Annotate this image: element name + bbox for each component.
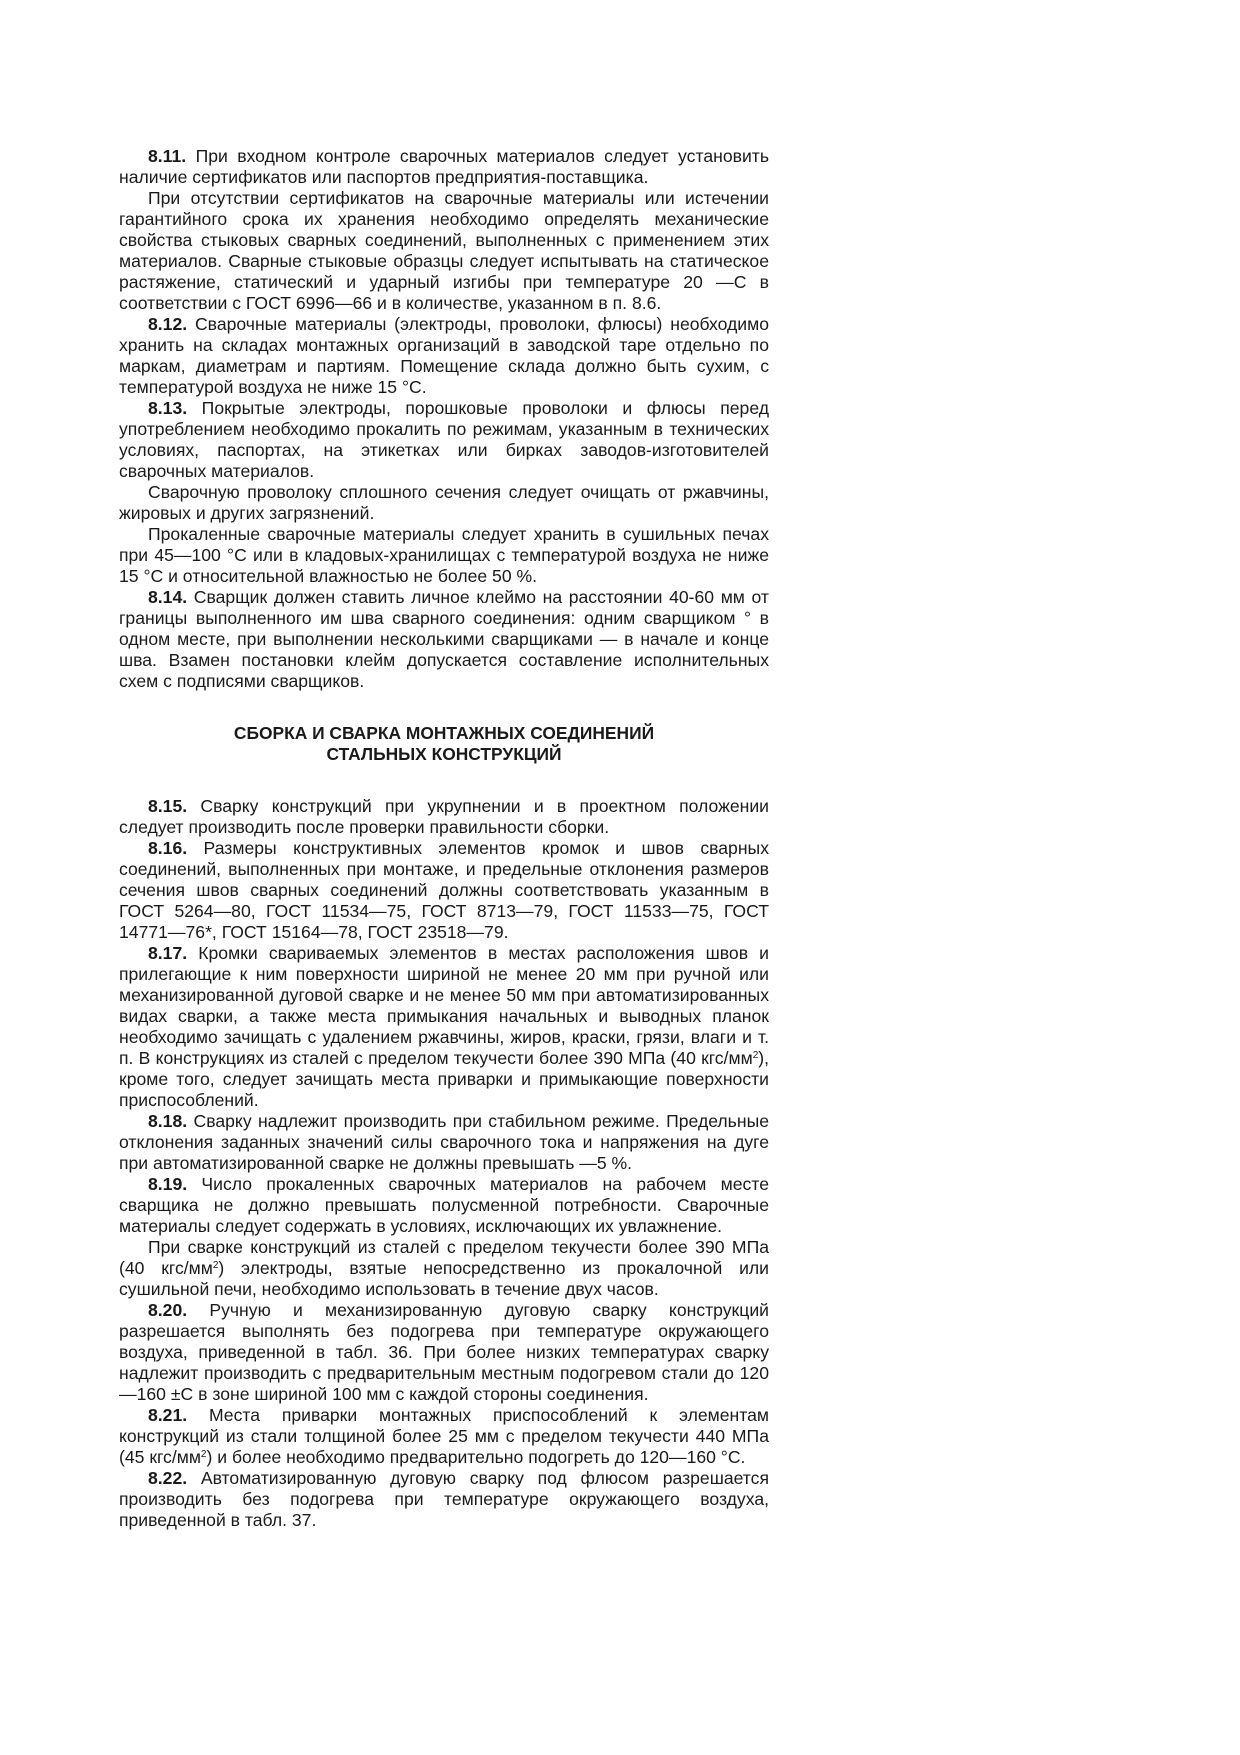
paragraph-text: Число прокаленных сварочных материалов на рабочем месте сварщика не должно превышать полусменной потребности. Сварочные материалы следует содержать в условиях, исключающих их увлажнение. xyxy=(119,1174,769,1236)
paragraph-8-13-wire xyxy=(119,482,769,524)
clause-number: 8.21. xyxy=(148,1405,188,1425)
clause-number: 8.18. xyxy=(148,1111,188,1131)
clause-number: 8.17. xyxy=(148,943,188,963)
paragraph-text: Места приварки монтажных приспособлений к элементам конструкций из стали толщиной более 25 мм с пределом текучести 440 МПа (45 кгс/мм xyxy=(119,1405,769,1467)
paragraph-8-16 xyxy=(119,838,769,943)
paragraph-text: ), кроме того, следует зачищать места приварки и примыкающие поверхности приспособлений. xyxy=(119,1048,769,1110)
clause-number: 8.14. xyxy=(148,587,188,607)
paragraph-8-11-continued xyxy=(119,188,769,314)
paragraph-8-20 xyxy=(119,1300,769,1405)
clause-number: 8.16. xyxy=(148,838,188,858)
clause-number: 8.12. xyxy=(148,314,188,334)
paragraph-text: При входном контроле сварочных материалов следует установить наличие сертификатов или паспортов предприятия-поставщика. xyxy=(119,146,769,187)
paragraph-8-15 xyxy=(119,796,769,838)
clause-number: 8.22. xyxy=(148,1468,188,1488)
paragraph-text: Сварщик должен ставить личное клеймо на расстоянии 40-60 мм от границы выполненного им шва сварного соединения: одним сварщиком ° в одном месте, при выполнении несколькими сварщиками — в начале и конце шва. Взамен постановки клейм допускается составление исполнительных схем с подписями сварщиков. xyxy=(119,587,769,691)
superscript: 2 xyxy=(752,1050,759,1061)
paragraph-8-14 xyxy=(119,587,769,692)
paragraph-8-19-continued xyxy=(119,1237,769,1300)
paragraph-text: При сварке конструкций из сталей с пределом текучести более 390 МПа (40 кгс/мм xyxy=(119,1237,769,1278)
paragraph-text: Ручную и механизированную дуговую сварку конструкций разрешается выполнять без подогрева при температуре окружающего воздуха, приведенной в табл. 36. При более низких температурах сварку надлежит производить с предварительным местным подогревом стали до 120—160 ±С в зоне шириной 100 мм с каждой стороны соединения. xyxy=(119,1300,769,1404)
clause-number: 8.20. xyxy=(148,1300,188,1320)
section-heading xyxy=(119,723,769,765)
paragraph-text: Сварочную проволоку сплошного сечения следует очищать от ржавчины, жировых и других загрязнений. xyxy=(119,482,769,523)
paragraph-8-17 xyxy=(119,943,769,1111)
section-heading-line-1: СБОРКА И СВАРКА МОНТАЖНЫХ СОЕДИНЕНИЙ xyxy=(233,723,655,743)
paragraph-text: Прокаленные сварочные материалы следует хранить в сушильных печах при 45—100 °С или в кладовых-хранилищах с температурой воздуха не ниже 15 °С и относительной влажностью не более 50 %. xyxy=(119,524,769,586)
paragraph-text: Кромки свариваемых элементов в местах расположения швов и прилегающие к ним поверхности шириной не менее 20 мм при ручной или механизированной дуговой сварке и не менее 50 мм при автоматизированных видах сварки, а также места примыкания начальных и выводных планок необходимо зачищать с удалением ржавчины, жиров, краски, грязи, влаги и т. п. В конструкциях из сталей с пределом текучести более 390 МПа (40 кгс/мм xyxy=(119,943,769,1068)
paragraph-text: Сварочные материалы (электроды, проволоки, флюсы) необходимо хранить на складах монтажных организаций в заводской таре отдельно по маркам, диаметрам и партиям. Помещение склада должно быть сухим, с температурой воздуха не ниже 15 °С. xyxy=(119,314,769,397)
paragraph-text: Автоматизированную дуговую сварку под флюсом разрешается производить без подогрева при температуре окружающего воздуха, приведенной в табл. 37. xyxy=(119,1468,769,1530)
paragraph-8-22 xyxy=(119,1468,769,1531)
paragraph-text: ) и более необходимо предварительно подогреть до 120—160 °С. xyxy=(206,1447,746,1467)
paragraph-8-12 xyxy=(119,314,769,398)
paragraph-8-13-storage xyxy=(119,524,769,587)
clause-number: 8.19. xyxy=(148,1174,188,1194)
clause-number: 8.11. xyxy=(148,146,187,166)
paragraph-text: При отсутствии сертификатов на сварочные материалы или истечении гарантийного срока их хранения необходимо определять механические свойства стыковых сварных соединений, выполненных с применением этих материалов. Сварные стыковые образцы следует испытывать на статическое растяжение, статический и ударный изгибы при температуре 20 —С в соответствии с ГОСТ 6996—66 и в количестве, указанном в п. 8.6. xyxy=(119,188,769,313)
clause-number: 8.13. xyxy=(148,398,188,418)
paragraph-8-18 xyxy=(119,1111,769,1174)
paragraph-8-11 xyxy=(119,146,769,188)
paragraph-text: Сварку надлежит производить при стабильном режиме. Предельные отклонения заданных значений силы сварочного тока и напряжения на дуге при автоматизированной сварке не должны превышать —5 %. xyxy=(119,1111,769,1173)
paragraph-8-19 xyxy=(119,1174,769,1237)
superscript: 2 xyxy=(200,1449,207,1460)
paragraph-8-21 xyxy=(119,1405,769,1468)
paragraph-text: ) электроды, взятые непосредственно из прокалочной или сушильной печи, необходимо использовать в течение двух часов. xyxy=(119,1258,769,1299)
paragraph-text: Сварку конструкций при укрупнении и в проектном положении следует производить после проверки правильности сборки. xyxy=(119,796,769,837)
paragraph-text: Покрытые электроды, порошковые проволоки и флюсы перед употреблением необходимо прокалить по режимам, указанным в технических условиях, паспортах, на этикетках или бирках заводов-изготовителей сварочных материалов. xyxy=(119,398,769,481)
section-heading-line-2: СТАЛЬНЫХ КОНСТРУКЦИЙ xyxy=(326,744,562,764)
clause-number: 8.15. xyxy=(148,796,188,816)
document-page xyxy=(119,146,769,1531)
paragraph-text: Размеры конструктивных элементов кромок и швов сварных соединений, выполненных при монтаже, и предельные отклонения размеров сечения швов сварных соединений должны соответствовать указанным в ГОСТ 5264—80, ГОСТ 11534—75, ГОСТ 8713—79, ГОСТ 11533—75, ГОСТ 14771—76*, ГОСТ 15164—78, ГОСТ 23518—79. xyxy=(119,838,769,942)
paragraph-8-13 xyxy=(119,398,769,482)
superscript: 2 xyxy=(212,1260,219,1271)
